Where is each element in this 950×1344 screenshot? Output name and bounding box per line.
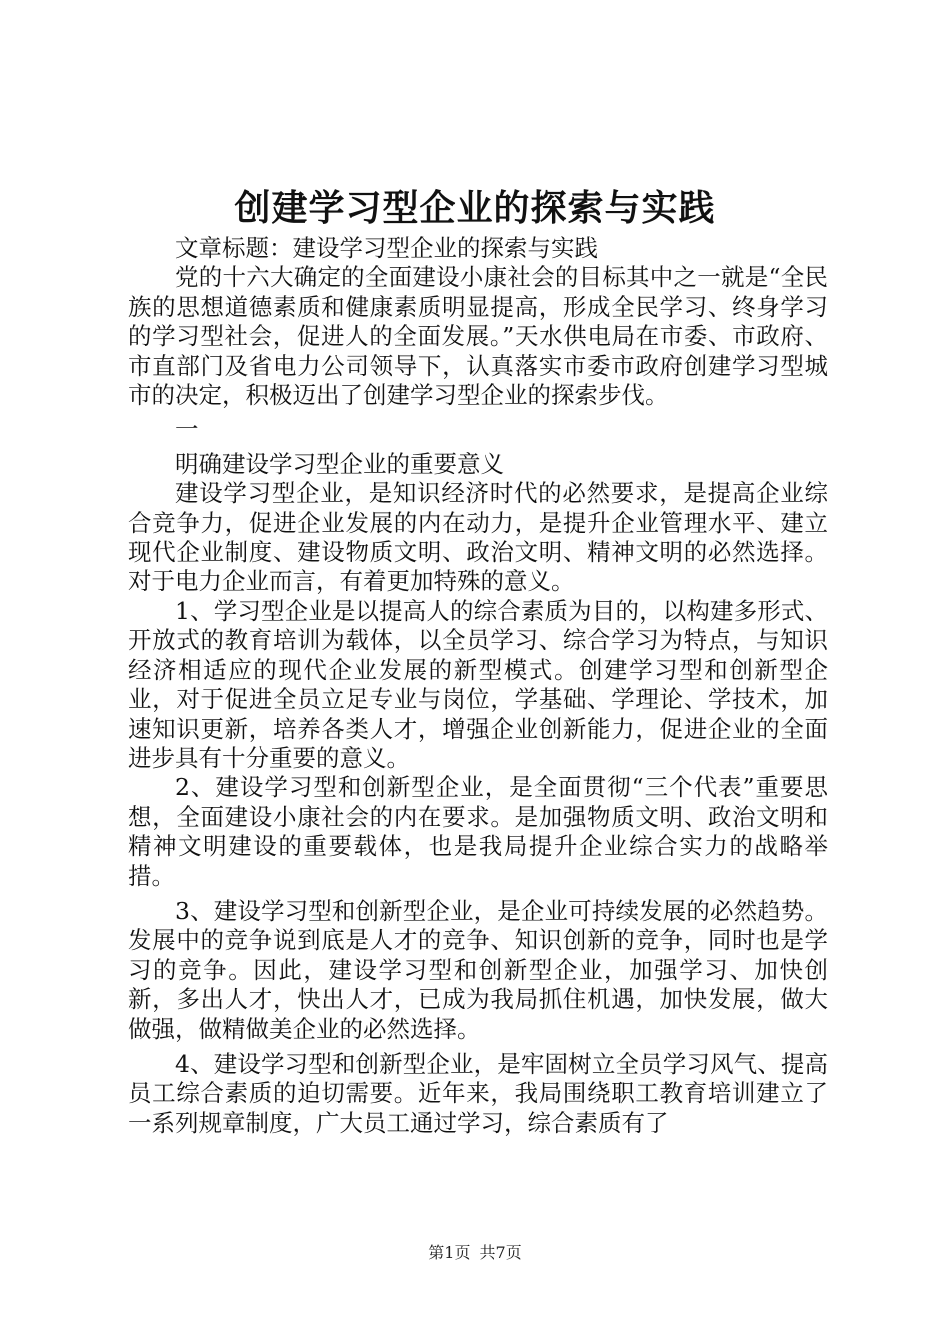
paragraph: 3、建设学习型和创新型企业，是企业可持续发展的必然趋势。发展中的竞争说到底是人才的竞争、知识创新的竞争，同时也是学习的竞争。因此，建设学习型和创新型企业，加强学习、加快创新，多出人才，快出人才，已成为我局抓住机遇，加快发展，做大做强，做精做美企业的必然选择。 [128,896,828,1043]
page-footer [0,1242,950,1264]
paragraph: 建设学习型企业，是知识经济时代的必然要求，是提高企业综合竞争力，促进企业发展的内在动力，是提升企业管理水平、建立现代企业制度、建设物质文明、政治文明、精神文明的必然选择。对于电力企业而言，有着更加特殊的意义。 [128,479,828,596]
paragraph: 4、建设学习型和创新型企业，是牢固树立全员学习风气、提高员工综合素质的迫切需要。近年来，我局围绕职工教育培训建立了一系列规章制度，广大员工通过学习，综合素质有了 [128,1049,828,1137]
page-number: 第1页 [428,1243,471,1262]
document-title: 创建学习型企业的探索与实践 [234,187,716,229]
paragraph: 党的十六大确定的全面建设小康社会的目标其中之一就是“全民族的思想道德素质和健康素质明显提高，形成全民学习、终身学习的学习型社会，促进人的全面发展。”天水供电局在市委、市政府、市直部门及省电力公司领导下，认真落实市委市政府创建学习型城市的决定，积极迈出了创建学习型企业的探索步伐。 [128,263,828,410]
document-body [128,234,828,1138]
section-number: 一 [175,415,199,444]
paragraph: 2、建设学习型和创新型企业，是全面贯彻“三个代表”重要思想，全面建设小康社会的内在要求。是加强物质文明、政治文明和精神文明建设的重要载体，也是我局提升企业综合实力的战略举措。 [128,773,828,890]
paragraph: 1、学习型企业是以提高人的综合素质为目的，以构建多形式、开放式的教育培训为载体，以全员学习、综合学习为特点，与知识经济相适应的现代企业发展的新型模式。创建学习型和创新型企业，对于促进全员立足专业与岗位，学基础、学理论、学技术，加速知识更新，培养各类人才，增强企业创新能力，促进企业的全面进步具有十分重要的意义。 [128,596,828,772]
article-title-line: 文章标题：建设学习型企业的探索与实践 [175,234,598,262]
section-heading: 明确建设学习型企业的重要意义 [175,449,504,478]
page-total: 共7页 [479,1243,522,1262]
